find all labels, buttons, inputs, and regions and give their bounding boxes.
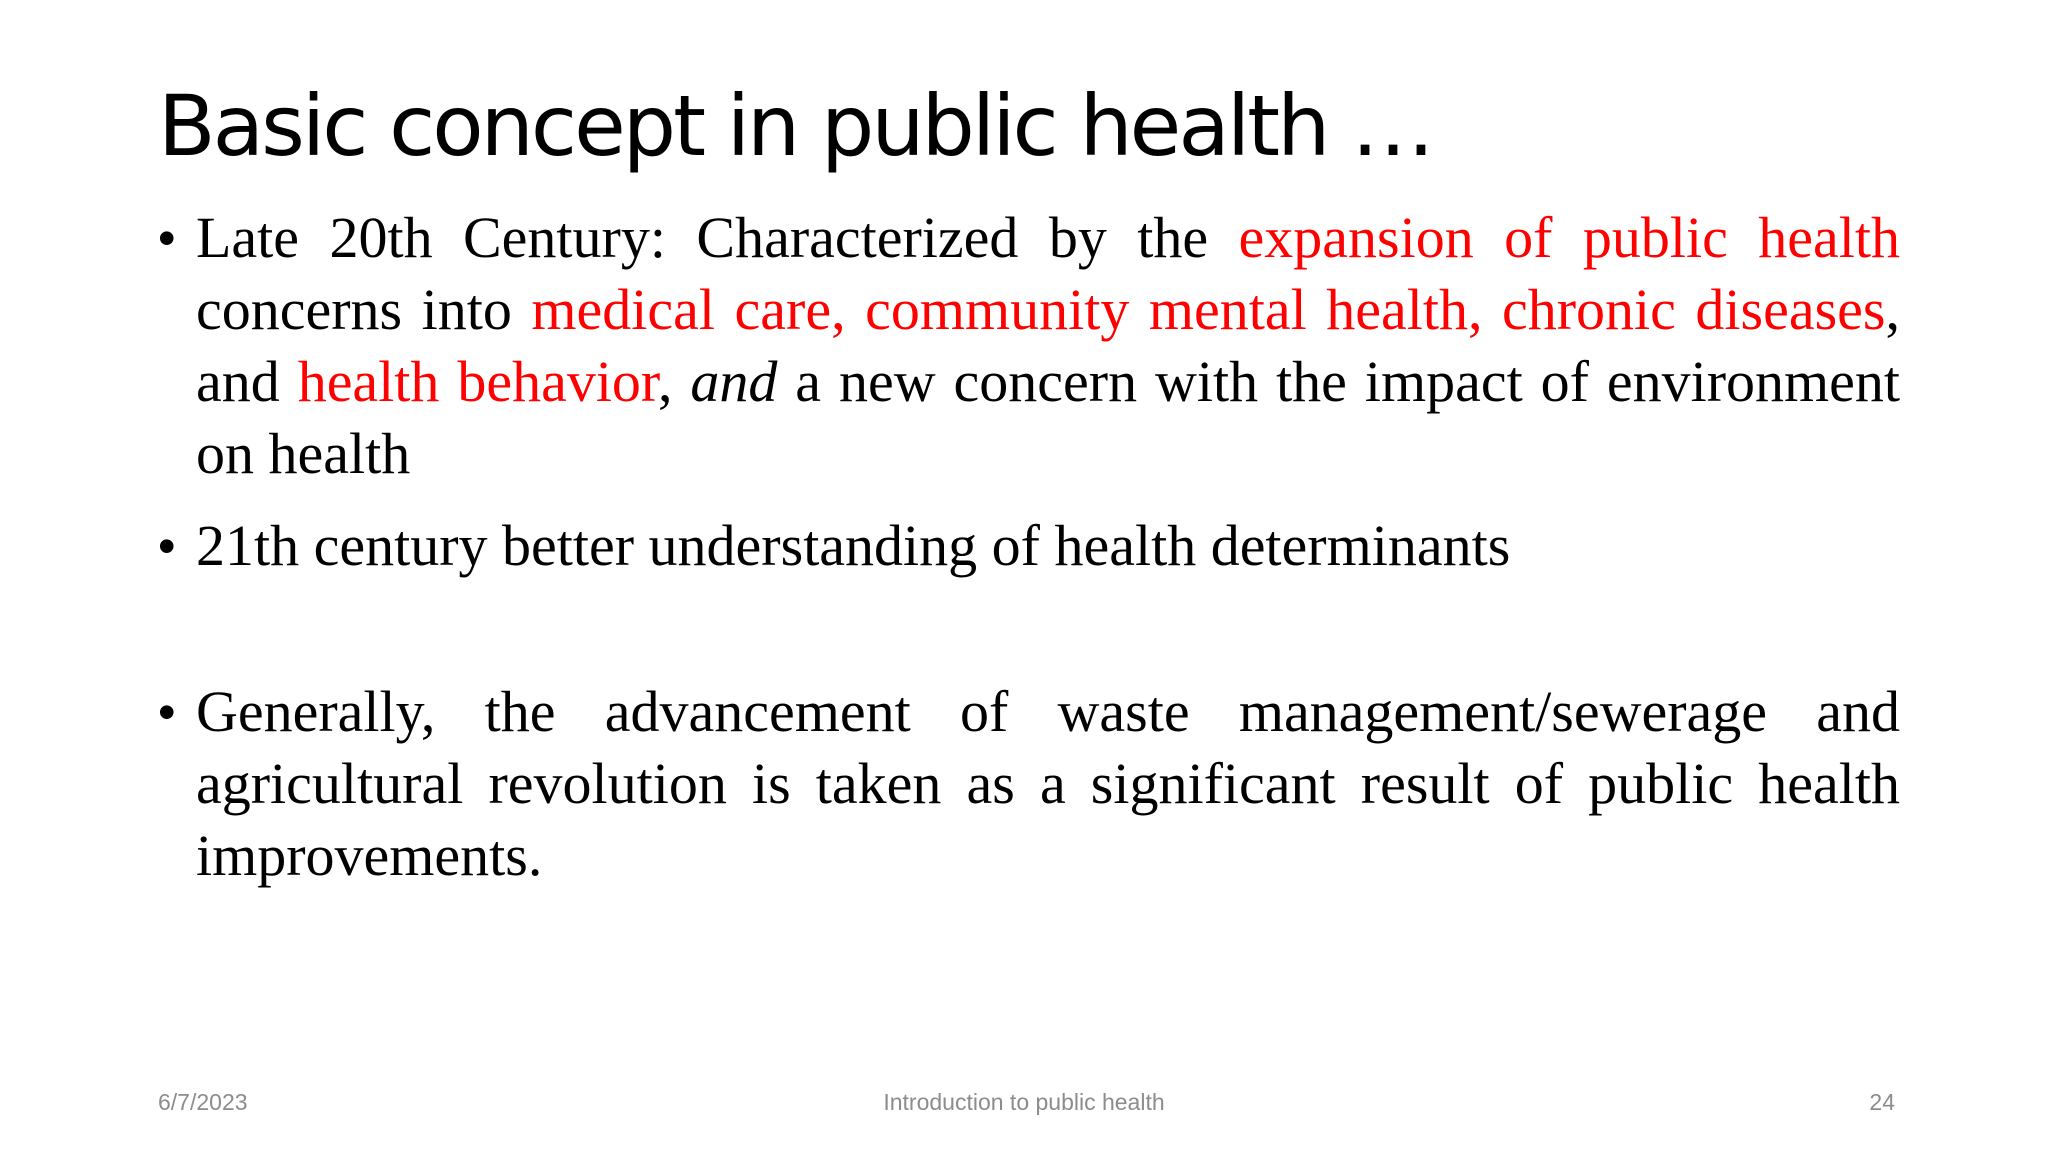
bullet-item — [158, 510, 1900, 582]
bullet-icon: • — [158, 684, 176, 740]
footer-title: Introduction to public health — [883, 1089, 1165, 1115]
bullet-list — [158, 202, 1900, 892]
bullet-text-segment: Generally, the advancement of waste management/sewerage and agricultural revolution is taken as a significant result of public health improvements. — [196, 679, 1900, 888]
bullet-text-segment: , — [657, 349, 691, 414]
highlighted-text: expansion of public health — [1238, 205, 1900, 270]
page-number: 24 — [1869, 1089, 1895, 1115]
bullet-text-segment: 21th century better understanding of health determinants — [196, 513, 1511, 578]
bullet-item — [158, 202, 1900, 490]
bullet-item — [158, 676, 1900, 892]
bullet-text-segment: concerns into — [196, 277, 532, 342]
bullet-text-segment: Late 20th Century: Characterized by the — [196, 205, 1239, 270]
slide-title: Basic concept in public health … — [158, 77, 1433, 175]
bullet-icon: • — [158, 210, 176, 266]
highlighted-text: health behavior — [297, 349, 658, 414]
footer-date: 6/7/2023 — [158, 1089, 248, 1115]
bullet-text-segment: , and — [196, 277, 1900, 414]
bullet-text-segment: a new concern with the impact of environment on health — [196, 349, 1901, 486]
bullet-icon: • — [158, 518, 176, 574]
italic-text: and — [690, 349, 778, 414]
highlighted-text: medical care, community mental health, chronic diseases — [531, 277, 1886, 342]
